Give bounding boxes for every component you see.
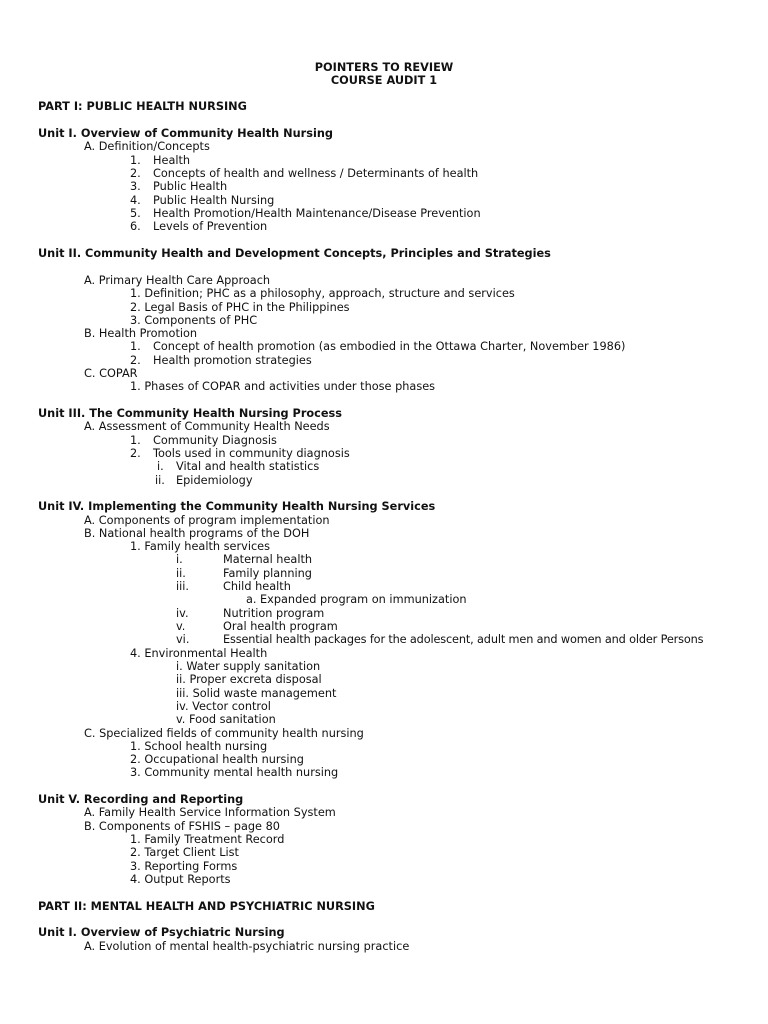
list-item: iii. Solid waste management	[176, 687, 337, 700]
part2-unit1-heading: Unit I. Overview of Psychiatric Nursing	[38, 926, 285, 939]
list-item-number: a.	[246, 593, 257, 606]
list-item-number: 1.	[130, 340, 141, 353]
list-item: 3. Components of PHC	[130, 314, 258, 327]
part1-heading: PART I: PUBLIC HEALTH NURSING	[38, 100, 247, 113]
list-item: Public Health	[153, 180, 228, 193]
list-item-number: 5.	[130, 207, 141, 220]
list-item-number: ii.	[155, 474, 165, 487]
list-item: iv. Vector control	[176, 700, 271, 713]
list-item: 1. Phases of COPAR and activities under those phases	[130, 380, 436, 393]
list-item: 2. Legal Basis of PHC in the Philippines	[130, 301, 350, 314]
unit3-heading: Unit III. The Community Health Nursing Process	[38, 407, 342, 420]
part2-heading: PART II: MENTAL HEALTH AND PSYCHIATRIC NURSING	[38, 900, 375, 913]
list-item-number: i.	[157, 460, 164, 473]
list-item: 4. Output Reports	[130, 873, 231, 886]
list-item-number: ii.	[176, 567, 186, 580]
list-item: Levels of Prevention	[153, 220, 268, 233]
list-item: Tools used in community diagnosis	[153, 447, 350, 460]
list-item: Concepts of health and wellness / Determinants of health	[153, 167, 479, 180]
list-item: Epidemiology	[176, 474, 253, 487]
list-item: 1. Definition; PHC as a philosophy, approach, structure and services	[130, 287, 515, 300]
doc-title-line1: POINTERS TO REVIEW	[314, 61, 454, 74]
list-item: i. Water supply sanitation	[176, 660, 321, 673]
list-item-number: iii.	[176, 580, 190, 593]
unit5-b: B. Components of FSHIS – page 80	[84, 820, 280, 833]
list-item: 2. Occupational health nursing	[130, 753, 304, 766]
list-item: Community Diagnosis	[153, 434, 277, 447]
unit5-heading: Unit V. Recording and Reporting	[38, 793, 244, 806]
list-item: Oral health program	[223, 620, 338, 633]
unit1-heading: Unit I. Overview of Community Health Nursing	[38, 127, 333, 140]
list-item-number: 6.	[130, 220, 141, 233]
list-item: Vital and health statistics	[176, 460, 320, 473]
unit2-heading: Unit II. Community Health and Development Concepts, Principles and Strategies	[38, 247, 551, 260]
unit4-c: C. Specialized fields of community health nursing	[84, 727, 364, 740]
list-item-number: vi.	[176, 633, 190, 646]
list-item: Concept of health promotion (as embodied in the Ottawa Charter, November 1986)	[153, 340, 626, 353]
unit2-b: B. Health Promotion	[84, 327, 198, 340]
unit1-a: A. Definition/Concepts	[84, 140, 210, 153]
part2-unit1-a: A. Evolution of mental health-psychiatric nursing practice	[84, 940, 410, 953]
list-item: Public Health Nursing	[153, 194, 275, 207]
list-item: Nutrition program	[223, 607, 325, 620]
unit4-a: A. Components of program implementation	[84, 514, 330, 527]
unit4-b: B. National health programs of the DOH	[84, 527, 310, 540]
family-health-services: 1. Family health services	[130, 540, 271, 553]
list-item: Expanded program on immunization	[260, 593, 467, 606]
list-item-number: 2.	[130, 167, 141, 180]
list-item: 1. School health nursing	[130, 740, 268, 753]
unit2-a: A. Primary Health Care Approach	[84, 274, 271, 287]
list-item: Family planning	[223, 567, 312, 580]
list-item: Health Promotion/Health Maintenance/Disease Prevention	[153, 207, 481, 220]
list-item-number: iv.	[176, 607, 189, 620]
unit3-a: A. Assessment of Community Health Needs	[84, 420, 330, 433]
list-item: ii. Proper excreta disposal	[176, 673, 322, 686]
unit4-heading: Unit IV. Implementing the Community Health Nursing Services	[38, 500, 436, 513]
environmental-health: 4. Environmental Health	[130, 647, 268, 660]
list-item-number: 1.	[130, 154, 141, 167]
list-item: Maternal health	[223, 553, 313, 566]
list-item: v. Food sanitation	[176, 713, 276, 726]
list-item-number: v.	[176, 620, 186, 633]
list-item: Child health	[223, 580, 291, 593]
list-item: 2. Target Client List	[130, 846, 239, 859]
list-item: 3. Community mental health nursing	[130, 766, 339, 779]
list-item-number: 4.	[130, 194, 141, 207]
list-item: 1. Family Treatment Record	[130, 833, 285, 846]
unit5-a: A. Family Health Service Information System	[84, 806, 336, 819]
list-item-number: 2.	[130, 354, 141, 367]
list-item: 3. Reporting Forms	[130, 860, 238, 873]
list-item-number: i.	[176, 553, 183, 566]
list-item-number: 1.	[130, 434, 141, 447]
list-item-number: 2.	[130, 447, 141, 460]
list-item: Health promotion strategies	[153, 354, 312, 367]
doc-title-line2: COURSE AUDIT 1	[330, 74, 438, 87]
list-item-number: 3.	[130, 180, 141, 193]
list-item: Essential health packages for the adolescent, adult men and women and older Persons	[223, 633, 704, 646]
unit2-c: C. COPAR	[84, 367, 138, 380]
list-item: Health	[153, 154, 191, 167]
